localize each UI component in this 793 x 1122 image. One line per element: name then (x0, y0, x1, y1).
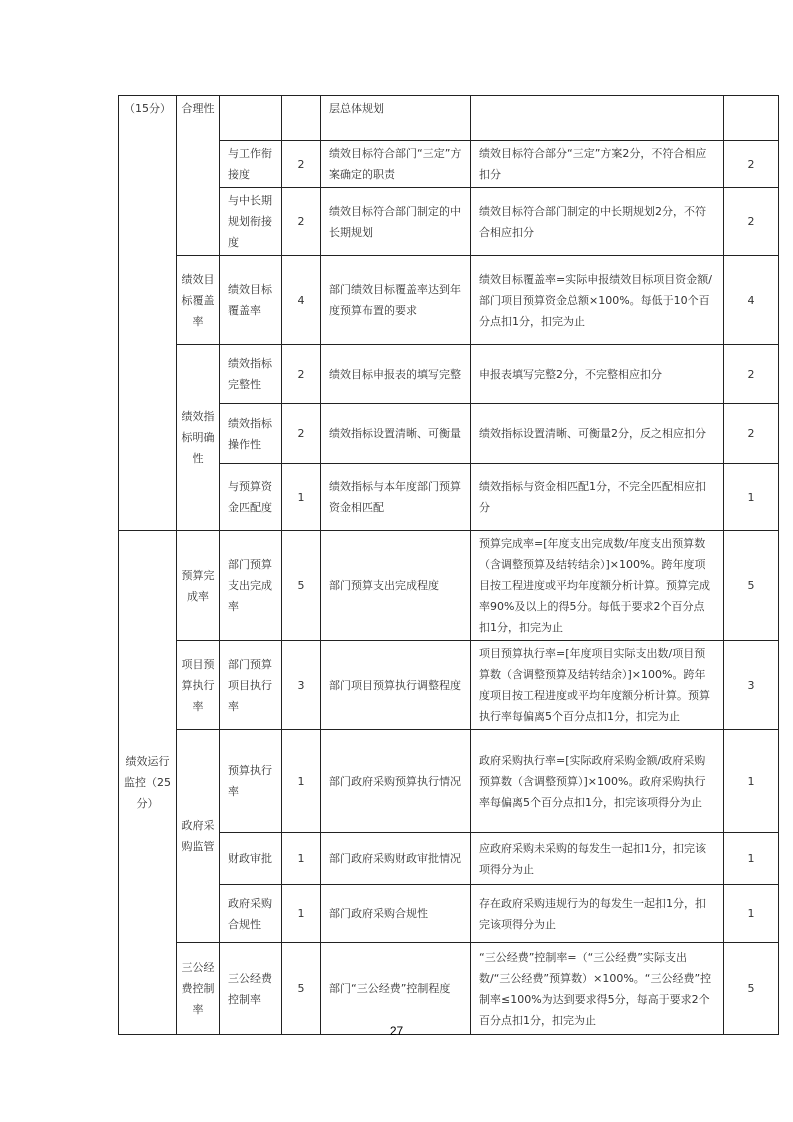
criteria-cell: 申报表填写完整2分，不完整相应扣分 (471, 345, 724, 404)
criteria-cell: 存在政府采购违规行为的每发生一起扣1分，扣完该项得分为止 (471, 885, 724, 943)
page-number: 27 (389, 1024, 404, 1038)
criteria-cell: 绩效目标覆盖率=实际申报绩效目标项目资金额/部门项目预算资金总额×100%。每低于10个百分点扣1分，扣完为止 (471, 256, 724, 345)
table-row (119, 256, 779, 345)
points-cell: 5 (724, 943, 779, 1035)
description-cell: 部门政府采购合规性 (321, 885, 471, 943)
table-row (119, 345, 779, 404)
indicator-cell: 与工作衔接度 (220, 141, 282, 188)
points-cell: 1 (724, 464, 779, 531)
criteria-cell: “三公经费”控制率=（“三公经费”实际支出数/“三公经费”预算数）×100%。“三公经费”控制率≤100%为达到要求得5分，每高于要求2个百分点扣1分，扣完为止 (471, 943, 724, 1035)
subcategory-cell: 三公经费控制率 (177, 943, 220, 1035)
points-cell: 5 (724, 531, 779, 641)
score-cell (282, 96, 321, 141)
score-cell: 2 (282, 141, 321, 188)
points-cell: 3 (724, 641, 779, 730)
subcategory-cell: 合理性 (177, 96, 220, 256)
subcategory-cell: 预算完成率 (177, 531, 220, 641)
score-cell: 2 (282, 188, 321, 256)
table-row (119, 641, 779, 730)
points-cell: 2 (724, 345, 779, 404)
subcategory-cell: 绩效目标覆盖率 (177, 256, 220, 345)
category-cell: 绩效运行监控（25分） (119, 531, 177, 1035)
criteria-cell: 绩效目标符合部门制定的中长期规划2分，不符合相应扣分 (471, 188, 724, 256)
points-cell: 1 (724, 885, 779, 943)
points-cell: 2 (724, 188, 779, 256)
indicator-cell: 绩效指标操作性 (220, 404, 282, 464)
indicator-cell: 三公经费控制率 (220, 943, 282, 1035)
criteria-cell: 绩效指标设置清晰、可衡量2分，反之相应扣分 (471, 404, 724, 464)
score-cell: 5 (282, 531, 321, 641)
criteria-cell (471, 96, 724, 141)
evaluation-criteria-table (118, 95, 779, 1035)
description-cell: 部门预算支出完成程度 (321, 531, 471, 641)
indicator-cell: 绩效指标完整性 (220, 345, 282, 404)
score-cell: 1 (282, 833, 321, 885)
category-cell: （15分） (119, 96, 177, 531)
criteria-cell: 项目预算执行率=[年度项目实际支出数/项目预算数（含调整预算及结转结余）]×100%。跨年度项目按工程进度或平均年度额分析计算。预算执行率每偏离5个百分点扣1分，扣完为止 (471, 641, 724, 730)
table-row (119, 943, 779, 1035)
description-cell: 绩效指标与本年度部门预算资金相匹配 (321, 464, 471, 531)
criteria-cell: 应政府采购未采购的每发生一起扣1分，扣完该项得分为止 (471, 833, 724, 885)
description-cell: 部门“三公经费”控制程度 (321, 943, 471, 1035)
points-cell: 1 (724, 833, 779, 885)
points-cell: 2 (724, 404, 779, 464)
score-cell: 2 (282, 404, 321, 464)
table-row (119, 730, 779, 833)
description-cell: 部门政府采购预算执行情况 (321, 730, 471, 833)
subcategory-cell: 项目预算执行率 (177, 641, 220, 730)
indicator-cell (220, 96, 282, 141)
table-row (119, 531, 779, 641)
indicator-cell: 绩效目标覆盖率 (220, 256, 282, 345)
description-cell: 层总体规划 (321, 96, 471, 141)
criteria-cell: 政府采购执行率=[实际政府采购金额/政府采购预算数（含调整预算）]×100%。政府采购执行率每偏离5个百分点扣1分，扣完该项得分为止 (471, 730, 724, 833)
score-cell: 4 (282, 256, 321, 345)
description-cell: 绩效目标符合部门制定的中长期规划 (321, 188, 471, 256)
description-cell: 部门绩效目标覆盖率达到年度预算布置的要求 (321, 256, 471, 345)
score-cell: 1 (282, 730, 321, 833)
points-cell (724, 96, 779, 141)
indicator-cell: 财政审批 (220, 833, 282, 885)
score-cell: 1 (282, 885, 321, 943)
score-cell: 2 (282, 345, 321, 404)
score-cell: 1 (282, 464, 321, 531)
indicator-cell: 部门预算项目执行率 (220, 641, 282, 730)
indicator-cell: 政府采购合规性 (220, 885, 282, 943)
subcategory-cell: 绩效指标明确性 (177, 345, 220, 531)
indicator-cell: 与中长期规划衔接度 (220, 188, 282, 256)
points-cell: 4 (724, 256, 779, 345)
subcategory-cell: 政府采购监管 (177, 730, 220, 943)
description-cell: 部门政府采购财政审批情况 (321, 833, 471, 885)
description-cell: 部门项目预算执行调整程度 (321, 641, 471, 730)
score-cell: 3 (282, 641, 321, 730)
indicator-cell: 与预算资金匹配度 (220, 464, 282, 531)
description-cell: 绩效目标申报表的填写完整 (321, 345, 471, 404)
indicator-cell: 部门预算支出完成率 (220, 531, 282, 641)
points-cell: 1 (724, 730, 779, 833)
table-row (119, 96, 779, 141)
criteria-cell: 预算完成率=[年度支出完成数/年度支出预算数（含调整预算及结转结余）]×100%。跨年度项目按工程进度或平均年度额分析计算。预算完成率90%及以上的得5分。每低于要求2个百分点扣1分，扣完为止 (471, 531, 724, 641)
description-cell: 绩效指标设置清晰、可衡量 (321, 404, 471, 464)
criteria-cell: 绩效指标与资金相匹配1分，不完全匹配相应扣分 (471, 464, 724, 531)
criteria-cell: 绩效目标符合部分“三定”方案2分，不符合相应扣分 (471, 141, 724, 188)
points-cell: 2 (724, 141, 779, 188)
description-cell: 绩效目标符合部门“三定”方案确定的职责 (321, 141, 471, 188)
indicator-cell: 预算执行率 (220, 730, 282, 833)
score-cell: 5 (282, 943, 321, 1035)
